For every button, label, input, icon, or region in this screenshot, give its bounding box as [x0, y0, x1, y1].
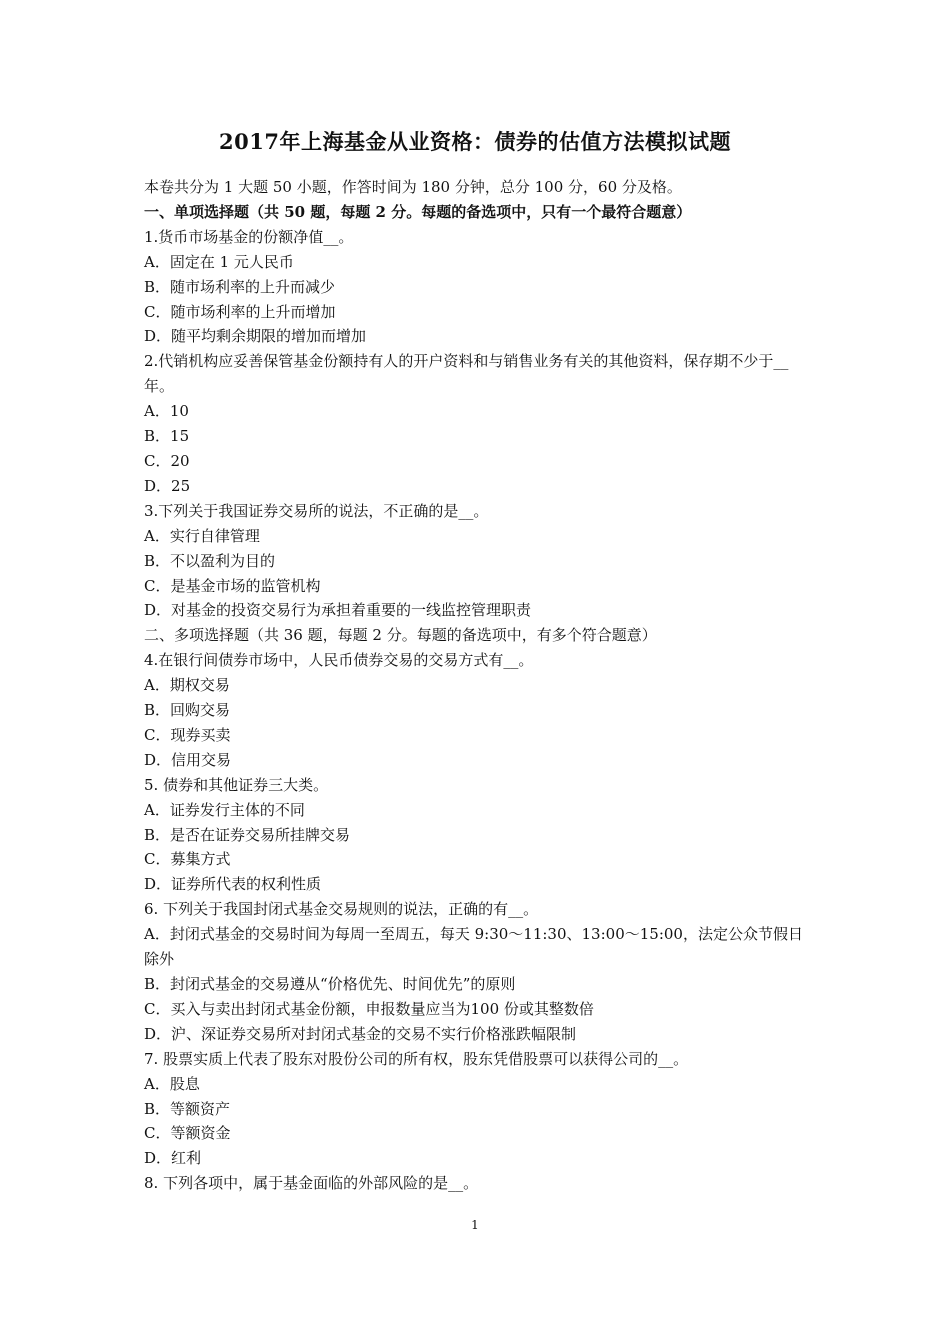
- option-a: A．证券发行主体的不同: [144, 800, 305, 819]
- option-a: A．股息: [144, 1074, 200, 1093]
- option-c: C．20: [144, 451, 190, 470]
- option-b: B．等额资产: [144, 1099, 231, 1118]
- exam-intro: 本卷共分为 1 大题 50 小题，作答时间为 180 分钟，总分 100 分，60 分及格。: [144, 178, 682, 196]
- option-a: A．实行自律管理: [144, 526, 260, 545]
- option-b: B．随市场利率的上升而减少: [144, 277, 336, 296]
- section-heading-multiple-choice: 二、多项选择题（共 36 题，每题 2 分。每题的备选项中，有多个符合题意）: [144, 626, 657, 645]
- page-number: 1: [471, 1218, 479, 1232]
- question-stem: 7. 股票实质上代表了股东对股份公司的所有权，股东凭借股票可以获得公司的__。: [144, 1049, 689, 1068]
- option-c: C．是基金市场的监管机构: [144, 576, 321, 595]
- option-c: C．等额资金: [144, 1124, 231, 1143]
- question-stem: 4.在银行间债券市场中，人民币债券交易的交易方式有__。: [144, 651, 534, 670]
- option-c: C．买入与卖出封闭式基金份额，申报数量应当为100 份或其整数倍: [144, 999, 594, 1018]
- option-d: D．证券所代表的权利性质: [144, 875, 322, 894]
- option-b: B．回购交易: [144, 701, 231, 720]
- option-a: A．固定在 1 元人民币: [144, 252, 294, 271]
- option-d: D．随平均剩余期限的增加而增加: [144, 327, 367, 346]
- question-stem: 5. 债券和其他证券三大类。: [144, 775, 329, 794]
- option-b: B．封闭式基金的交易遵从“价格优先、时间优先”的原则: [144, 975, 516, 993]
- question-stem: 1.货币市场基金的份额净值__。: [144, 227, 354, 246]
- option-d: D．红利: [144, 1149, 202, 1168]
- option-a: A．期权交易: [144, 676, 230, 695]
- option-b: B．15: [144, 427, 190, 446]
- option-d: D．信用交易: [144, 750, 232, 769]
- page-title: 2017年上海基金从业资格：债券的估值方法模拟试题: [219, 129, 731, 154]
- question-stem: 6. 下列关于我国封闭式基金交易规则的说法，正确的有__。: [144, 900, 539, 919]
- document-body: [144, 175, 816, 1196]
- option-b: B．是否在证券交易所挂牌交易: [144, 825, 351, 844]
- option-d: D．25: [144, 476, 191, 495]
- option-b: B．不以盈利为目的: [144, 551, 276, 570]
- option-c: C．募集方式: [144, 850, 231, 869]
- question-stem: 2.代销机构应妥善保管基金份额持有人的开户资料和与销售业务有关的其他资料，保存期不少于__年。: [144, 352, 789, 396]
- option-c: C．现券买卖: [144, 725, 231, 744]
- question-stem: 8. 下列各项中，属于基金面临的外部风险的是__。: [144, 1174, 479, 1193]
- option-a: A．10: [144, 402, 189, 421]
- section-heading-single-choice: 一、单项选择题（共 50 题，每题 2 分。每题的备选项中，只有一个最符合题意）: [144, 202, 692, 221]
- option-d: D．沪、深证券交易所对封闭式基金的交易不实行价格涨跌幅限制: [144, 1024, 577, 1043]
- question-stem: 3.下列关于我国证券交易所的说法，不正确的是__。: [144, 501, 489, 520]
- option-a: A．封闭式基金的交易时间为每周一至周五，每天 9:30～11:30、13:00～15:00，法定公众节假日除外: [144, 925, 803, 969]
- option-d: D．对基金的投资交易行为承担着重要的一线监控管理职责: [144, 601, 532, 620]
- option-c: C．随市场利率的上升而增加: [144, 302, 336, 321]
